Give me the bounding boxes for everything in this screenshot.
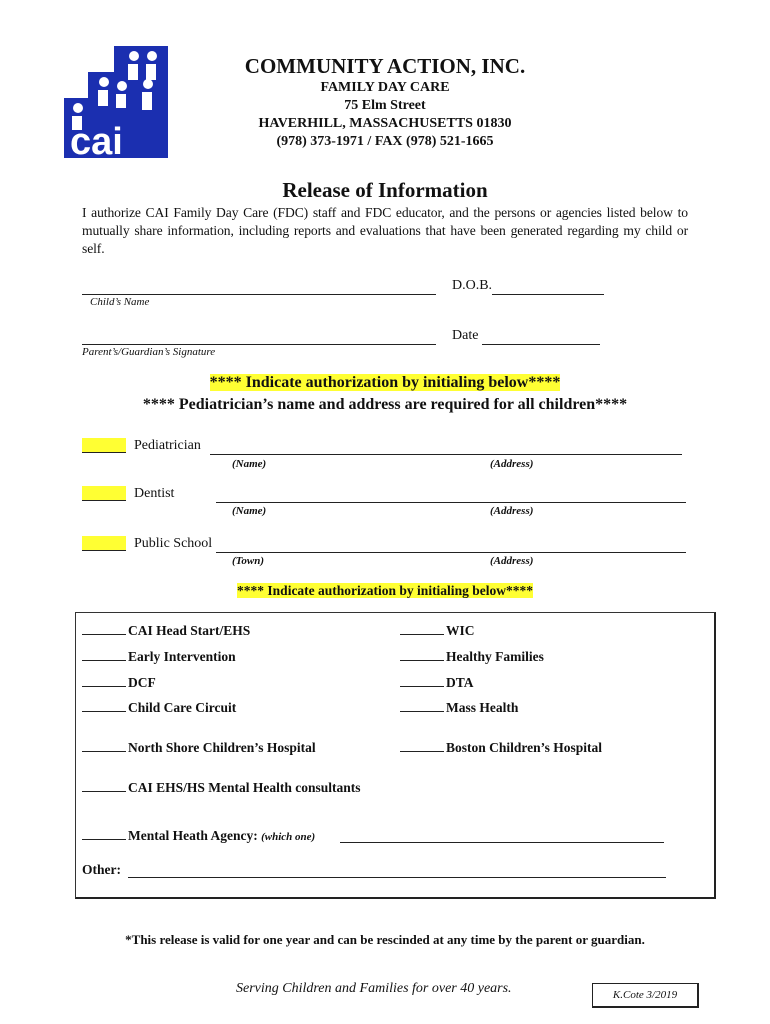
agency-mental-health-consultants[interactable] [82, 779, 361, 796]
dentist-initial-field[interactable] [82, 486, 126, 501]
org-name: COMMUNITY ACTION, INC. [244, 54, 526, 78]
school-info-field[interactable] [216, 538, 686, 553]
agency-label: Child Care Circuit [128, 700, 237, 715]
agency-mass-health[interactable] [400, 699, 518, 716]
dentist-label: Dentist [134, 486, 175, 501]
initial-blank[interactable] [400, 622, 444, 635]
agency-head-start[interactable] [82, 622, 250, 639]
date-label: Date [452, 328, 479, 343]
initial-blank[interactable] [82, 779, 126, 792]
school-label: Public School [134, 536, 213, 551]
pediatrician-info-field[interactable] [210, 440, 682, 455]
dentist-name-caption: (Name) [232, 505, 267, 517]
initial-blank[interactable] [82, 827, 126, 840]
initial-banner-2 [0, 583, 770, 599]
agency-label: Early Intervention [128, 649, 236, 664]
initial-banner-text: **** Indicate authorization by initialing below**** [209, 374, 561, 391]
agency-label: North Shore Children’s Hospital [128, 740, 316, 755]
other-label: Other: [82, 862, 121, 877]
pediatrician-initial-field[interactable] [82, 438, 126, 453]
agency-early-intervention[interactable] [82, 648, 236, 665]
initial-blank[interactable] [400, 739, 444, 752]
child-name-field[interactable] [82, 280, 436, 295]
agency-north-shore[interactable] [82, 739, 316, 756]
initial-blank[interactable] [82, 739, 126, 752]
cai-logo [62, 42, 170, 160]
agency-label: Healthy Families [446, 649, 544, 664]
parent-signature-field[interactable] [82, 330, 436, 345]
agency-label: Mass Health [446, 700, 519, 715]
school-address-caption: (Address) [490, 555, 534, 567]
street-address: 75 Elm Street [344, 98, 426, 113]
agency-label: DCF [128, 675, 156, 690]
school-initial-field[interactable] [82, 536, 126, 551]
mental-agency-field[interactable] [340, 829, 664, 843]
pediatrician-address-caption: (Address) [490, 458, 534, 470]
initial-blank[interactable] [82, 622, 126, 635]
initial-blank[interactable] [82, 699, 126, 712]
initial-banner [0, 374, 770, 392]
dob-label: D.O.B. [452, 278, 493, 293]
pediatrician-label: Pediatrician [134, 438, 201, 453]
agency-label: DTA [446, 675, 474, 690]
initial-blank[interactable] [400, 674, 444, 687]
agency-healthy-families[interactable] [400, 648, 544, 665]
revision-credit: K.Cote 3/2019 [592, 983, 699, 1008]
pediatrician-name-caption: (Name) [232, 458, 267, 470]
initial-banner-2-text: **** Indicate authorization by initialing below**** [237, 583, 533, 598]
agency-label: CAI EHS/HS Mental Health consultants [128, 780, 361, 795]
agency-child-care-circuit[interactable] [82, 699, 236, 716]
pediatrician-banner: **** Pediatrician’s name and address are required for all children**** [142, 396, 628, 413]
other-field[interactable] [128, 864, 666, 878]
child-name-caption: Child’s Name [90, 296, 150, 308]
agency-label: CAI Head Start/EHS [128, 623, 251, 638]
agency-label: WIC [446, 623, 475, 638]
initial-blank[interactable] [400, 648, 444, 661]
signature-caption: Parent’s/Guardian’s Signature [82, 346, 216, 358]
which-one-hint: (which one) [261, 831, 316, 843]
dentist-address-caption: (Address) [490, 505, 534, 517]
agency-mental-health-agency[interactable] [82, 827, 315, 844]
program-name: FAMILY DAY CARE [320, 80, 450, 95]
agency-boston-childrens[interactable] [400, 739, 602, 756]
initial-blank[interactable] [400, 699, 444, 712]
city-address: HAVERHILL, MASSACHUSETTS 01830 [258, 116, 512, 131]
validity-note: *This release is valid for one year and can be rescinded at any time by the parent or guardian. [125, 932, 645, 947]
footer-tagline: Serving Children and Families for over 40 years. [236, 981, 512, 996]
dentist-info-field[interactable] [216, 488, 686, 503]
phone-fax: (978) 373-1971 / FAX (978) 521-1665 [276, 134, 494, 149]
initial-blank[interactable] [82, 674, 126, 687]
logo-text: cai [70, 121, 123, 160]
agency-label: Mental Heath Agency: [128, 828, 258, 843]
dob-field[interactable] [492, 280, 604, 295]
agency-wic[interactable] [400, 622, 475, 639]
agency-dcf[interactable] [82, 674, 156, 691]
date-field[interactable] [482, 330, 600, 345]
school-town-caption: (Town) [232, 555, 264, 567]
authorization-text: I authorize CAI Family Day Care (FDC) staff and FDC educator, and the persons or agencies listed below to mutually share information, including reports and evaluations that have been generated regarding my child or self. [82, 205, 688, 256]
page-title: Release of Information [282, 178, 488, 202]
initial-blank[interactable] [82, 648, 126, 661]
agency-dta[interactable] [400, 674, 474, 691]
agency-label: Boston Children’s Hospital [446, 740, 603, 755]
